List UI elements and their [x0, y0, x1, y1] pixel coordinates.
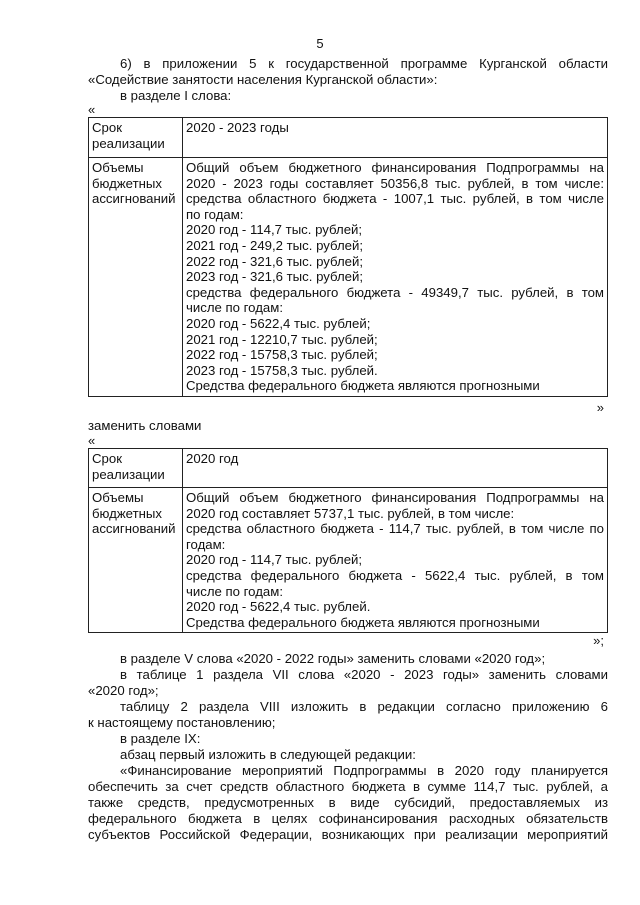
- table-cell-value: [183, 449, 608, 488]
- body-line-5: к настоящему постановлению;: [88, 715, 276, 730]
- cell-text: числе по годам:: [186, 300, 283, 316]
- cell-text: ассигнований: [92, 191, 176, 207]
- table-row: [89, 488, 608, 633]
- table-cell-value: [183, 118, 608, 158]
- old-spec-table: [88, 117, 608, 397]
- body-line-2: в таблице 1 раздела VII слова «2020 - 2023 годы» заменить словами: [120, 667, 608, 682]
- cell-text: реализации: [92, 466, 165, 482]
- body-line-7: абзац первый изложить в следующей редакции:: [120, 747, 416, 762]
- close-quote-1: »: [596, 400, 604, 415]
- table-cell-label: [89, 488, 183, 633]
- cell-text: 2020 год составляет 5737,1 тыс. рублей, в том числе:: [186, 505, 515, 521]
- cell-text: 2023 год - 321,6 тыс. рублей;: [186, 269, 364, 285]
- body-line-9: обеспечить за счет средств областного бюджета в сумме 114,7 тыс. рублей, а: [88, 779, 608, 794]
- cell-text: бюджетных: [92, 175, 162, 191]
- body-line-11: федерального бюджета в целях софинансирования расходных обязательств: [88, 811, 608, 826]
- body-line-10: также средств, предусмотренных в виде субсидий, предоставляемых из: [88, 795, 608, 810]
- close-quote-2: »;: [593, 633, 604, 648]
- body-line-6: в разделе IX:: [120, 731, 201, 746]
- cell-text: Средства федерального бюджета являются прогнозными: [186, 614, 540, 630]
- open-quote-2: «: [88, 433, 96, 448]
- intro-line-3: в разделе I слова:: [120, 88, 232, 103]
- cell-text: средства федерального бюджета - 49349,7 тыс. рублей, в том: [186, 284, 604, 300]
- table-row: [89, 449, 608, 488]
- cell-text: средства областного бюджета - 1007,1 тыс. рублей, в том числе: [186, 191, 604, 207]
- cell-text: Срок: [92, 120, 122, 135]
- cell-text: 2022 год - 321,6 тыс. рублей;: [186, 253, 364, 269]
- cell-text: 2022 год - 15758,3 тыс. рублей;: [186, 347, 378, 363]
- cell-text: 2020 год - 114,7 тыс. рублей;: [186, 552, 363, 568]
- cell-text: 2020 - 2023 годы: [186, 120, 289, 135]
- cell-text: 2020 - 2023 годы составляет 50356,8 тыс. рублей, в том числе:: [186, 175, 604, 191]
- new-spec-table: [88, 448, 608, 633]
- cell-text: числе по годам:: [186, 583, 283, 599]
- replace-text: заменить словами: [88, 418, 202, 433]
- body-line-12: субъектов Российской Федерации, возникающих при реализации мероприятий: [88, 827, 608, 842]
- cell-text: годам:: [186, 536, 226, 552]
- body-line-8: «Финансирование мероприятий Подпрограммы в 2020 году планируется: [120, 763, 608, 778]
- page-number: 5: [316, 36, 324, 51]
- cell-text: Объемы: [92, 160, 144, 175]
- cell-text: 2020 год - 5622,4 тыс. рублей;: [186, 315, 371, 331]
- table-row: [89, 158, 608, 397]
- cell-text: 2023 год - 15758,3 тыс. рублей.: [186, 362, 378, 378]
- open-quote-1: «: [88, 102, 96, 117]
- intro-line-2: «Содействие занятости населения Курганской области»:: [88, 72, 438, 87]
- cell-text: средства федерального бюджета - 5622,4 тыс. рублей, в том: [186, 567, 604, 583]
- cell-text: Срок: [92, 451, 122, 466]
- cell-text: реализации: [92, 135, 165, 151]
- table-cell-label: [89, 158, 183, 397]
- cell-text: 2020 год - 114,7 тыс. рублей;: [186, 222, 363, 238]
- cell-text: ассигнований: [92, 521, 176, 537]
- cell-text: бюджетных: [92, 505, 162, 521]
- body-line-1: в разделе V слова «2020 - 2022 годы» заменить словами «2020 год»;: [120, 651, 546, 666]
- cell-text: Общий объем бюджетного финансирования Подпрограммы на: [186, 160, 604, 175]
- cell-text: 2020 год: [186, 451, 239, 466]
- body-line-4: таблицу 2 раздела VIII изложить в редакции согласно приложению 6: [120, 699, 608, 714]
- intro-line-1: 6) в приложении 5 к государственной программе Курганской области: [120, 56, 608, 71]
- table-cell-value: [183, 158, 608, 397]
- cell-text: Объемы: [92, 490, 144, 505]
- cell-text: 2021 год - 12210,7 тыс. рублей;: [186, 331, 378, 347]
- cell-text: Средства федерального бюджета являются прогнозными: [186, 378, 540, 394]
- cell-text: 2021 год - 249,2 тыс. рублей;: [186, 237, 364, 253]
- body-line-3: «2020 год»;: [88, 683, 159, 698]
- cell-text: Общий объем бюджетного финансирования Подпрограммы на: [186, 490, 604, 505]
- table-cell-label: [89, 118, 183, 158]
- table-cell-value: [183, 488, 608, 633]
- cell-text: средства областного бюджета - 114,7 тыс. рублей, в том числе по: [186, 521, 604, 537]
- cell-text: 2020 год - 5622,4 тыс. рублей.: [186, 599, 371, 615]
- cell-text: по годам:: [186, 206, 244, 222]
- table-row: [89, 118, 608, 158]
- table-cell-label: [89, 449, 183, 488]
